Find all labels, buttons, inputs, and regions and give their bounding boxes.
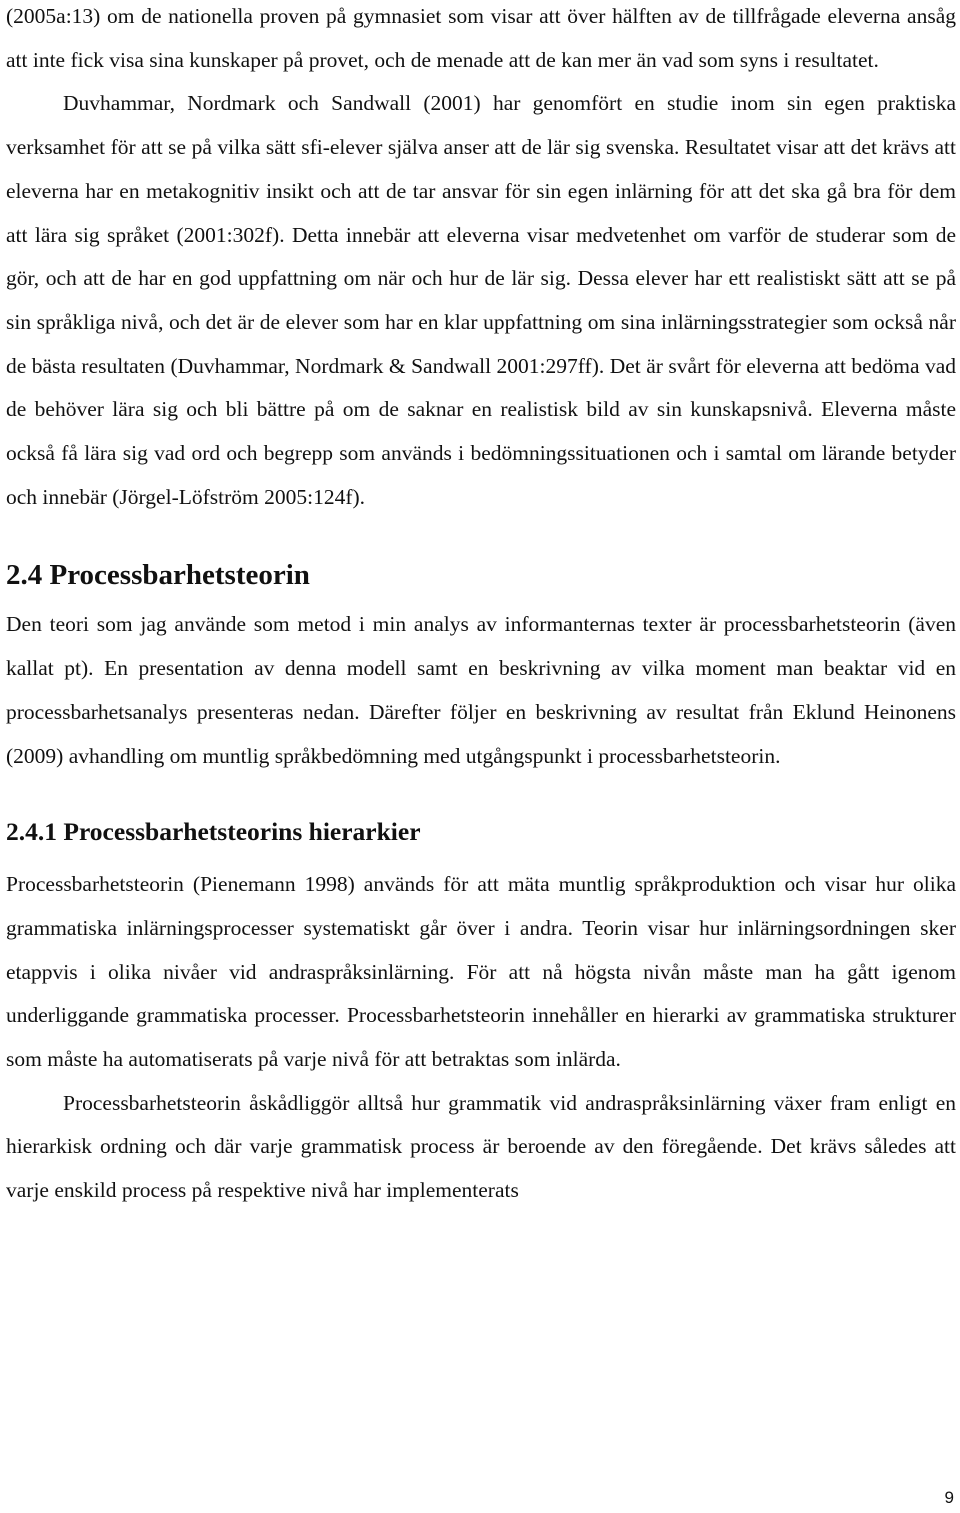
body-paragraph: (2005a:13) om de nationella proven på gymnasiet som visar att över hälften av de tillfrågade eleverna ansåg att inte fick visa sina kunskaper på provet, och de menade att de kan mer än vad som syns i resultatet.: [6, 4, 956, 72]
subsection-heading: 2.4.1 Processbarhetsteorins hierarkier: [6, 817, 421, 847]
body-paragraph: Processbarhetsteorin åskådliggör alltså hur grammatik vid andraspråksinlärning växer fram enligt en hierarkisk ordning och där varje grammatisk process är beroende av den föregående. Det krävs således att varje enskild process på respektive nivå har implementerats: [6, 1090, 956, 1203]
body-paragraph: Den teori som jag använde som metod i min analys av informanternas texter är processbarhetsteorin (även kallat pt). En presentation av denna modell samt en beskrivning av vilka moment man beaktar vid en processbarhetsanalys presenteras nedan. Därefter följer en beskrivning av resultat från Eklund Heinonens (2009) avhandling om muntlig språkbedömning med utgångspunkt i processbarhetsteorin.: [6, 612, 956, 768]
document-page: [6, 0, 956, 1213]
body-paragraph: Duvhammar, Nordmark och Sandwall (2001) har genomfört en studie inom sin egen praktiska verksamhet för att se på vilka sätt sfi-elever själva anser att de lär sig svenska. Resultatet visar att det krävs att eleverna har en metakognitiv insikt och att de tar ansvar för sin egen inlärning för att det ska gå bra för dem att lära sig språket (2001:302f). Detta innebär att eleverna visar medvetenhet om varför de studerar som de gör, och att de har en god uppfattning om när och hur de lär sig. Dessa elever har ett realistiskt sätt att se på sin språkliga nivå, och det är de elever som har en klar uppfattning om sina inlärningsstrategier som också når de bästa resultaten (Duvhammar, Nordmark & Sandwall 2001:297ff). Det är svårt för eleverna att bedöma vad de behöver lära sig och bli bättre på om de saknar en realistisk bild av sin kunskapsnivå. Eleverna måste också få lära sig vad ord och begrepp som används i bedömningssituationen och i samtal om lärande betyder och innebär (Jörgel-Löfström 2005:124f).: [6, 91, 956, 509]
body-paragraph: Processbarhetsteorin (Pienemann 1998) används för att mäta muntlig språkproduktion och visar hur olika grammatiska inlärningsprocesser systematiskt går över i andra. Teorin visar hur inlärningsordningen sker etappvis i olika nivåer vid andraspråksinlärning. För att nå högsta nivån måste man ha gått igenom underliggande grammatiska processer. Processbarhetsteorin innehåller en hierarki av grammatiska strukturer som måste ha automatiserats på varje nivå för att betraktas som inlärda.: [6, 872, 956, 1072]
section-heading: 2.4 Processbarhetsteorin: [6, 559, 310, 592]
page-number: 9: [944, 1488, 954, 1507]
